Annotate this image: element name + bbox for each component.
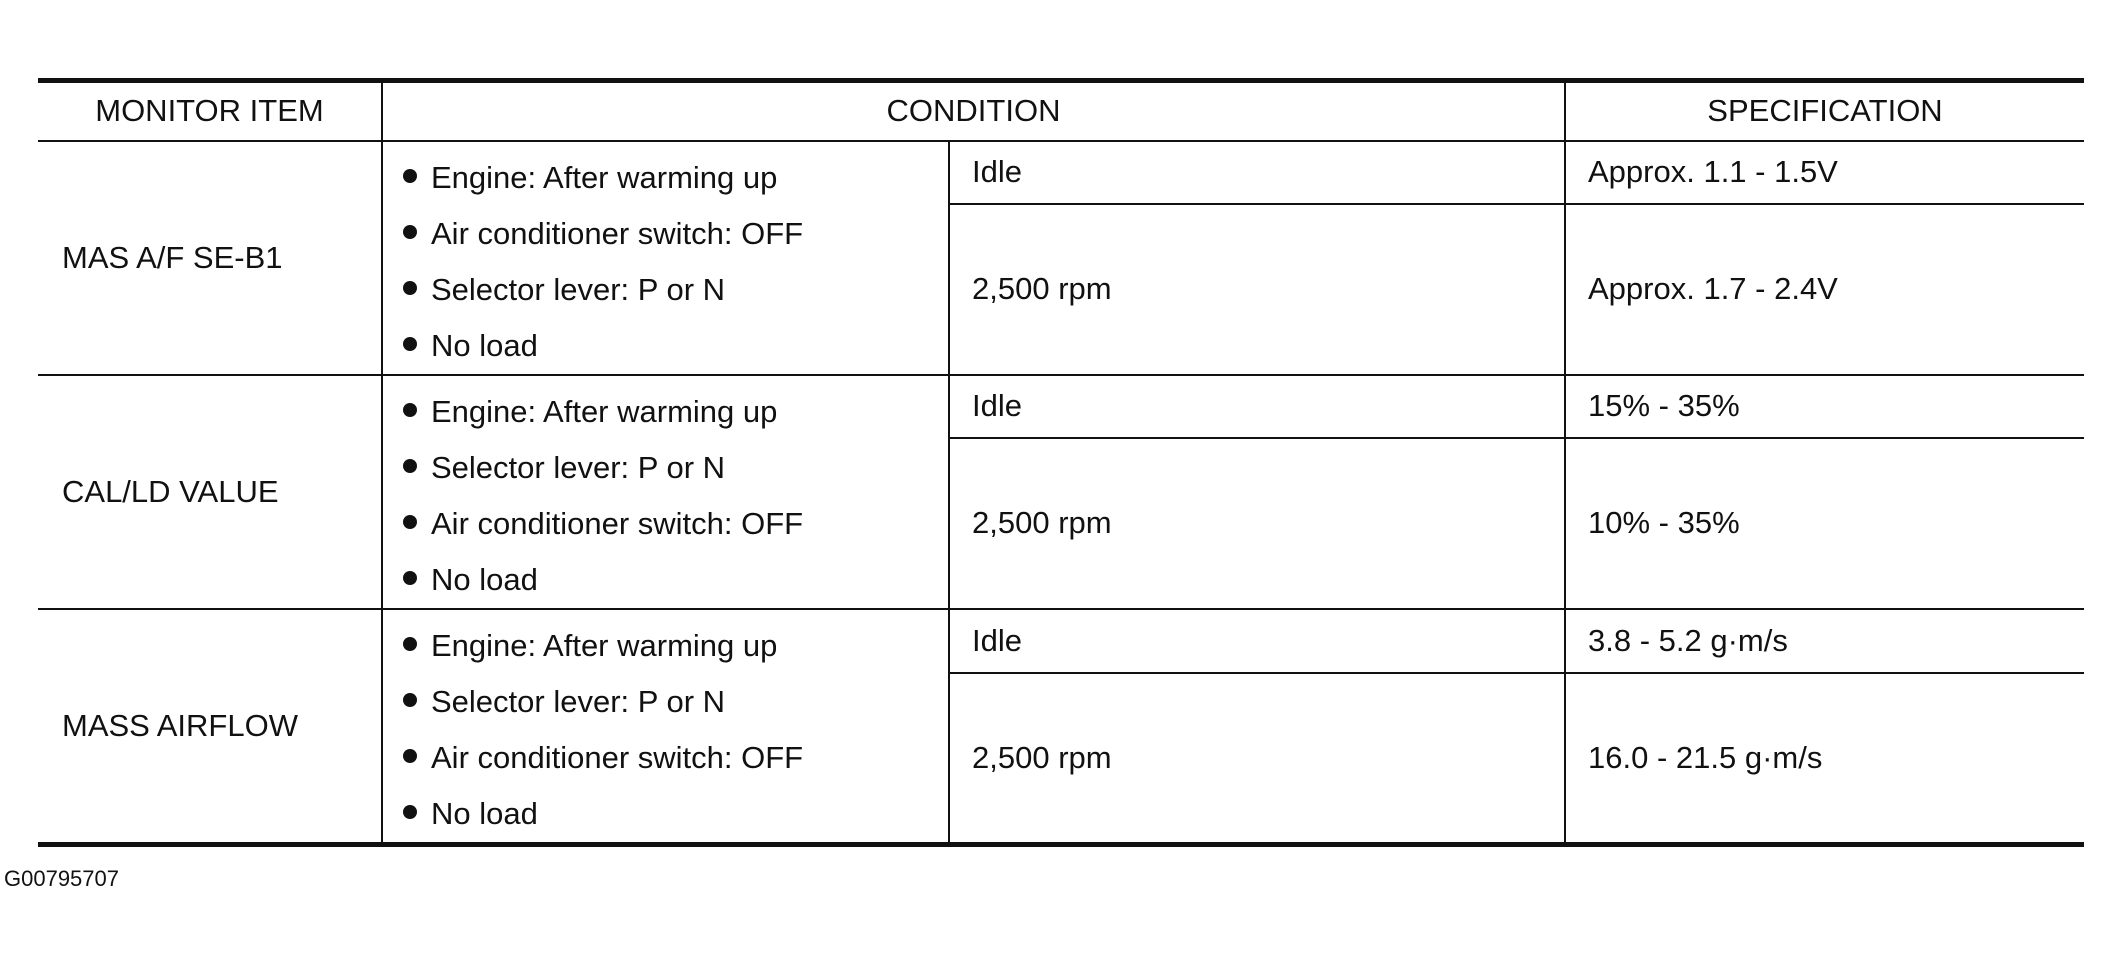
condition-text: Selector lever: P or N — [431, 683, 726, 719]
header-condition: CONDITION — [382, 81, 1565, 141]
table-row — [38, 609, 2084, 673]
header-specification: SPECIFICATION — [1565, 81, 2084, 141]
monitor-item-cell: MAS A/F SE-B1 — [38, 141, 382, 375]
monitor-item-cell: CAL/LD VALUE — [38, 375, 382, 609]
idle-spec-cell: Approx. 1.1 - 1.5V — [1565, 141, 2084, 205]
rpm-spec-cell: 16.0 - 21.5 g·m/s — [1565, 673, 2084, 844]
bullet-icon — [403, 169, 417, 183]
bullet-icon — [403, 403, 417, 417]
specification-table — [38, 78, 2084, 847]
condition-list-cell — [382, 609, 949, 845]
condition-list — [403, 610, 948, 842]
rpm-label-cell: 2,500 rpm — [949, 204, 1565, 374]
figure-code: G00795707 — [4, 866, 119, 891]
table-header — [38, 81, 2084, 141]
list-item — [403, 206, 948, 262]
bullet-icon — [403, 225, 417, 239]
list-item — [403, 786, 948, 842]
condition-text: Engine: After warming up — [431, 393, 778, 429]
condition-list — [403, 142, 948, 374]
condition-text: Air conditioner switch: OFF — [431, 505, 804, 541]
header-monitor-item: MONITOR ITEM — [38, 81, 382, 141]
bullet-icon — [403, 749, 417, 763]
bullet-icon — [403, 571, 417, 585]
list-item — [403, 730, 948, 786]
idle-label-cell: Idle — [949, 141, 1565, 205]
bullet-icon — [403, 281, 417, 295]
bullet-icon — [403, 637, 417, 651]
condition-text: Air conditioner switch: OFF — [431, 739, 804, 775]
condition-text: No load — [431, 561, 538, 597]
table-row — [38, 375, 2084, 439]
condition-text: Engine: After warming up — [431, 627, 778, 663]
list-item — [403, 674, 948, 730]
row-group-mass-airflow — [38, 609, 2084, 845]
header-row — [38, 81, 2084, 141]
condition-text: Selector lever: P or N — [431, 449, 726, 485]
rpm-label-cell: 2,500 rpm — [949, 673, 1565, 844]
table-row — [38, 141, 2084, 205]
list-item — [403, 384, 948, 440]
rpm-spec-cell: Approx. 1.7 - 2.4V — [1565, 204, 2084, 374]
list-item — [403, 618, 948, 674]
idle-spec-cell: 3.8 - 5.2 g·m/s — [1565, 609, 2084, 673]
condition-list-cell — [382, 375, 949, 609]
list-item — [403, 440, 948, 496]
list-item — [403, 150, 948, 206]
idle-label-cell: Idle — [949, 609, 1565, 673]
condition-text: Selector lever: P or N — [431, 271, 726, 307]
list-item — [403, 552, 948, 608]
idle-spec-cell: 15% - 35% — [1565, 375, 2084, 439]
condition-text: No load — [431, 327, 538, 363]
condition-text: No load — [431, 795, 538, 831]
bullet-icon — [403, 805, 417, 819]
row-group-cal-ld — [38, 375, 2084, 609]
list-item — [403, 262, 948, 318]
condition-list — [403, 376, 948, 608]
condition-text: Air conditioner switch: OFF — [431, 215, 804, 251]
bullet-icon — [403, 515, 417, 529]
bullet-icon — [403, 459, 417, 473]
list-item — [403, 318, 948, 374]
row-group-mas-af — [38, 141, 2084, 375]
idle-label-cell: Idle — [949, 375, 1565, 439]
list-item — [403, 496, 948, 552]
condition-list-cell — [382, 141, 949, 375]
condition-text: Engine: After warming up — [431, 159, 778, 195]
rpm-spec-cell: 10% - 35% — [1565, 438, 2084, 608]
bullet-icon — [403, 693, 417, 707]
monitor-item-cell: MASS AIRFLOW — [38, 609, 382, 845]
bullet-icon — [403, 337, 417, 351]
rpm-label-cell: 2,500 rpm — [949, 438, 1565, 608]
